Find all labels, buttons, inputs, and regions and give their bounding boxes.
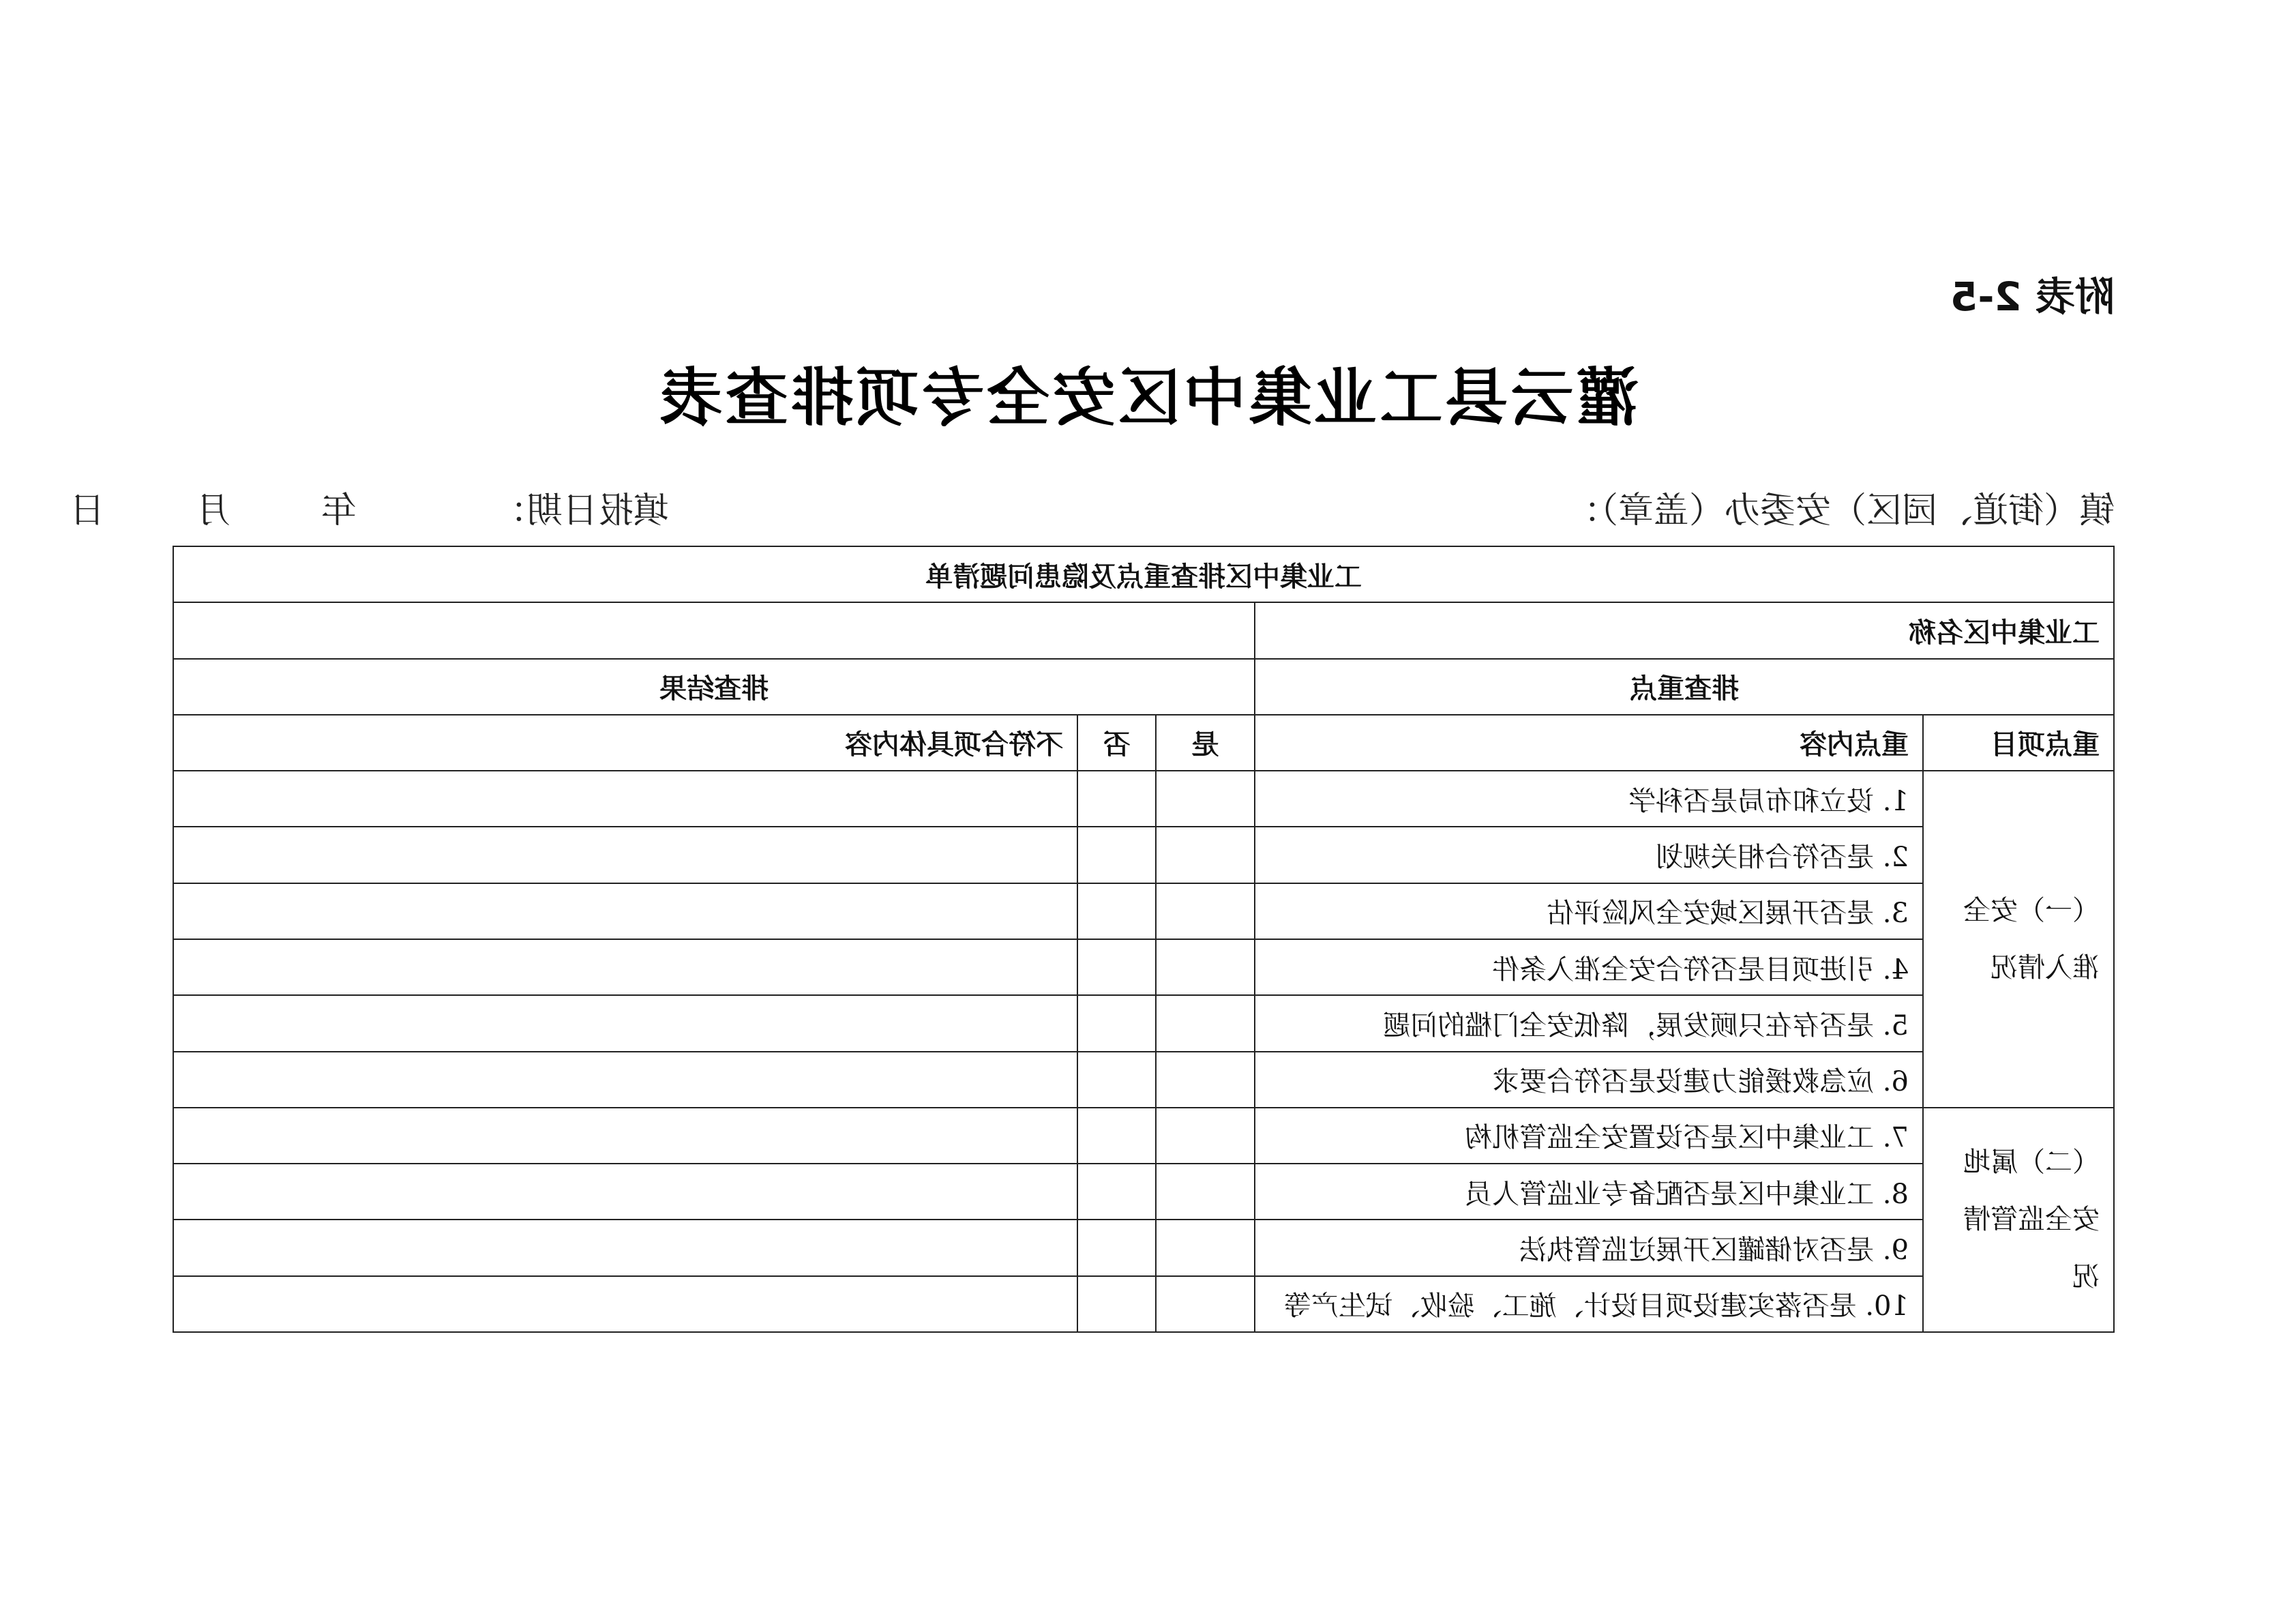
fill-date-line (70, 482, 669, 533)
date-month: 月 (195, 490, 231, 531)
inspection-table (173, 546, 2115, 1333)
item-content: 9. 是否对储罐区开展过监管执法 (1255, 1220, 1923, 1275)
col-item-header: 重点项目 (1923, 715, 2114, 771)
item-content: 1. 设立和布局是否科学 (1255, 771, 1923, 827)
table-row (173, 827, 2114, 883)
item-content: 4. 引进项目是否符合安全准入条件 (1255, 939, 1923, 995)
no-cell[interactable] (1077, 883, 1156, 939)
col-content-header: 重点内容 (1255, 715, 1923, 771)
table-row (173, 1220, 2114, 1275)
item-content: 5. 是否存在只顾发展，降低安全门槛的问题 (1255, 995, 1923, 1051)
col-no-header: 否 (1077, 715, 1156, 771)
item-content: 7. 工业集中区是否设置安全监管机构 (1255, 1108, 1923, 1164)
detail-cell[interactable] (173, 771, 1077, 827)
table-row (173, 1276, 2114, 1332)
item-content: 6. 应急救援能力建设是否符合要求 (1255, 1052, 1923, 1108)
table-row (173, 1108, 2114, 1164)
table-row (173, 771, 2114, 827)
detail-cell[interactable] (173, 939, 1077, 995)
zone-name-field[interactable] (173, 602, 1255, 658)
yes-cell[interactable] (1156, 939, 1255, 995)
page-title: 灌云县工业集中区安全专项排查表 (657, 361, 1639, 434)
no-cell[interactable] (1077, 939, 1156, 995)
yes-cell[interactable] (1156, 1164, 1255, 1220)
table-row (173, 1164, 2114, 1220)
yes-cell[interactable] (1156, 771, 1255, 827)
detail-cell[interactable] (173, 1276, 1077, 1332)
fill-unit-label: 镇（街道、园区）安委办（盖章）： (1564, 490, 2115, 531)
category-cell: （一）安全准入情况 (1923, 771, 2114, 1108)
yes-cell[interactable] (1156, 827, 1255, 883)
item-content: 8. 工业集中区是否配备专业监管人员 (1255, 1164, 1923, 1220)
col-detail-header: 不符合项具体内容 (173, 715, 1077, 771)
no-cell[interactable] (1077, 1220, 1156, 1275)
item-content: 3. 是否开展区域安全风险评估 (1255, 883, 1923, 939)
list-title: 工业集中区排查重点及隐患问题清单 (173, 546, 2114, 602)
date-day: 日 (70, 490, 106, 531)
no-cell[interactable] (1077, 995, 1156, 1051)
table-row (173, 883, 2114, 939)
no-cell[interactable] (1077, 827, 1156, 883)
detail-cell[interactable] (173, 1220, 1077, 1275)
detail-cell[interactable] (173, 883, 1077, 939)
item-content: 10. 是否落实建设项目设计、施工、验收、试生产等 (1255, 1276, 1923, 1332)
col-yes-header: 是 (1156, 715, 1255, 771)
yes-cell[interactable] (1156, 1220, 1255, 1275)
yes-cell[interactable] (1156, 1108, 1255, 1164)
detail-cell[interactable] (173, 1052, 1077, 1108)
detail-cell[interactable] (173, 1108, 1077, 1164)
section-focus-header: 排查重点 (1255, 659, 2114, 715)
yes-cell[interactable] (1156, 883, 1255, 939)
no-cell[interactable] (1077, 771, 1156, 827)
section-result-header: 排查结果 (173, 659, 1255, 715)
table-row (173, 939, 2114, 995)
no-cell[interactable] (1077, 1164, 1156, 1220)
detail-cell[interactable] (173, 827, 1077, 883)
category-cell: （二）属地安全监管情况 (1923, 1108, 2114, 1332)
annex-label: 附表 2-5 (1950, 274, 2115, 320)
fill-date-label: 填报日期： (491, 490, 669, 531)
detail-cell[interactable] (173, 995, 1077, 1051)
yes-cell[interactable] (1156, 1276, 1255, 1332)
yes-cell[interactable] (1156, 1052, 1255, 1108)
item-content: 2. 是否符合相关规划 (1255, 827, 1923, 883)
table-row (173, 995, 2114, 1051)
no-cell[interactable] (1077, 1276, 1156, 1332)
yes-cell[interactable] (1156, 995, 1255, 1051)
no-cell[interactable] (1077, 1052, 1156, 1108)
detail-cell[interactable] (173, 1164, 1077, 1220)
table-row (173, 1052, 2114, 1108)
no-cell[interactable] (1077, 1108, 1156, 1164)
date-year: 年 (320, 490, 357, 531)
zone-name-label: 工业集中区名称 (1255, 602, 2114, 658)
